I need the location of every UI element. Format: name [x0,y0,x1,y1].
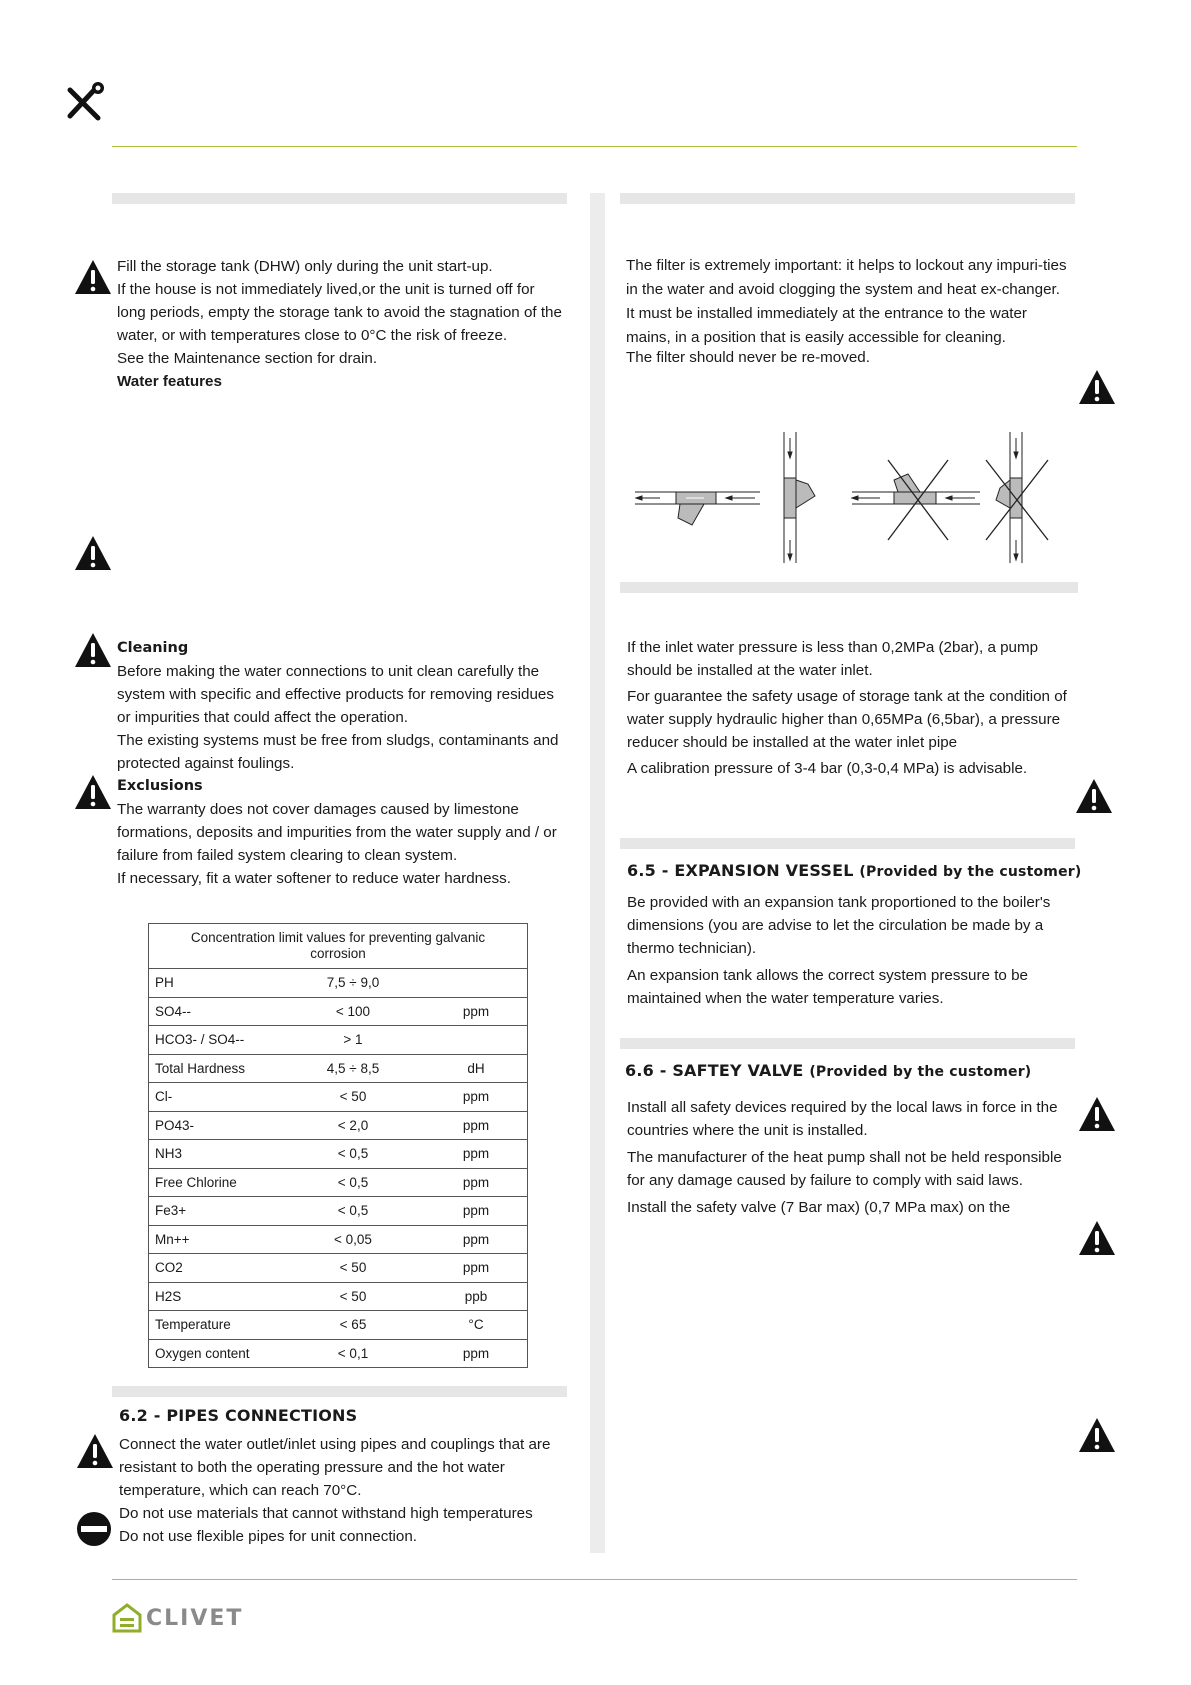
warning-icon [74,774,112,810]
table-cell-value: 7,5 ÷ 9,0 [281,969,425,998]
paragraph: Do not use materials that cannot withstand high temperatures [119,1505,533,1522]
warning-icon [74,535,112,571]
subheading: Water features [117,373,222,390]
paragraph: Install the safety valve (7 Bar max) (0,7 MPa max) on the [627,1199,1011,1216]
table-cell-unit: ppb [425,1282,528,1311]
clivet-logo [112,1603,243,1633]
table-cell-unit: °C [425,1311,528,1340]
table-row [149,997,528,1026]
table-cell-unit: ppm [425,1254,528,1283]
table-cell-param: Oxygen content [149,1339,282,1368]
header-rule [112,146,1077,147]
table-cell-param: CO2 [149,1254,282,1283]
table-cell-value: < 100 [281,997,425,1026]
section-title-text: 6.5 - EXPANSION VESSEL [627,861,854,880]
paragraph: Be provided with an expansion tank proportioned to the boiler's dimensions (you are advise to let the circulation be made by a thermo technician). [627,894,1051,957]
table-cell-unit: ppm [425,997,528,1026]
paragraph: Fill the storage tank (DHW) only during the unit start-up. [117,258,493,275]
paragraph: See the Maintenance section for drain. [117,350,378,367]
section-title-expansion [627,861,1082,880]
paragraph: The warranty does not cover damages caused by limestone formations, deposits and impurities from the water supply and / or failure from failed system clearing to clean system. [117,801,557,864]
pipes-text [119,1433,569,1548]
section-bar [112,193,567,204]
table-cell-value: 4,5 ÷ 8,5 [281,1054,425,1083]
cleaning-text [117,637,567,890]
section-subtitle: (Provided by the customer) [809,1064,1032,1080]
table-row [149,1083,528,1112]
paragraph: If the inlet water pressure is less than 0,2MPa (2bar), a pump should be installed at the water inlet. [627,639,1039,679]
section-title-text: 6.6 - SAFTEY VALVE [625,1061,804,1080]
table-cell-value: < 0,05 [281,1225,425,1254]
table-cell-value: < 0,5 [281,1197,425,1226]
paragraph: The manufacturer of the heat pump shall not be held responsible for any damage caused by failure to comply with said laws. [627,1149,1062,1189]
paragraph: The filter should never be re-moved. [626,349,870,366]
table-cell-param: Total Hardness [149,1054,282,1083]
table-cell-value: < 50 [281,1083,425,1112]
table-row [149,1254,528,1283]
warning-icon [1075,778,1113,814]
table-header: Concentration limit values for preventing galvanic corrosion [149,924,528,969]
section-bar [620,838,1075,849]
table-row [149,969,528,998]
table-cell-unit: ppm [425,1083,528,1112]
table-row [149,1225,528,1254]
corrosion-limits-table [148,923,528,1368]
warning-icon [74,632,112,668]
warning-icon [76,1433,114,1469]
table-cell-unit: ppm [425,1140,528,1169]
paragraph: It must be installed immediately at the entrance to the water mains, in a position that is easily accessible for cleaning. [626,305,1027,346]
table-cell-value: < 50 [281,1254,425,1283]
table-cell-value: < 65 [281,1311,425,1340]
table-cell-param: SO4-- [149,997,282,1026]
warning-icon [1078,1417,1116,1453]
paragraph: Connect the water outlet/inlet using pipes and couplings that are resistant to both the operating pressure and the hot water temperature, which can reach 70°C. [119,1436,551,1499]
table-row [149,1140,528,1169]
table-cell-param: Mn++ [149,1225,282,1254]
logo-text: CLIVET [146,1605,244,1631]
table-row [149,1054,528,1083]
table-cell-param: PO43- [149,1111,282,1140]
table-cell-unit: dH [425,1054,528,1083]
warning-icon [1078,1220,1116,1256]
subheading: Exclusions [117,778,203,794]
warning-icon [1078,1096,1116,1132]
paragraph: Do not use flexible pipes for unit connection. [119,1528,418,1545]
section-bar [620,1038,1075,1049]
table-cell-unit: ppm [425,1339,528,1368]
table-cell-param: Temperature [149,1311,282,1340]
intro-text [117,255,567,393]
table-row [149,1168,528,1197]
table-cell-value: < 0,1 [281,1339,425,1368]
table-row [149,1339,528,1368]
table-row [149,1197,528,1226]
column-divider [590,193,605,1553]
table-cell-unit: ppm [425,1168,528,1197]
table-cell-param: NH3 [149,1140,282,1169]
section-bar [620,582,1078,593]
table-cell-param: HCO3- / SO4-- [149,1026,282,1055]
table-cell-unit [425,969,528,998]
table-row [149,1282,528,1311]
table-cell-unit: ppm [425,1111,528,1140]
table-cell-param: PH [149,969,282,998]
section-title-pipes: 6.2 - PIPES CONNECTIONS [119,1406,358,1425]
subheading: Cleaning [117,640,189,656]
table-cell-param: H2S [149,1282,282,1311]
table-cell-value: < 50 [281,1282,425,1311]
table-cell-unit: ppm [425,1197,528,1226]
filter-text [626,254,1071,370]
paragraph: An expansion tank allows the correct system pressure to be maintained when the water temperature varies. [627,967,1028,1007]
paragraph: The filter is extremely important: it helps to lockout any impuri-ties in the water and avoid clogging the system and heat ex-changer. [626,257,1067,298]
paragraph: If the house is not immediately lived,or the unit is turned off for long periods, empty the storage tank to avoid the stagnation of the water, or with temperatures close to 0°C the risk of freeze. [117,281,562,344]
pressure-text [627,636,1072,780]
filter-installation-diagram [630,430,1055,565]
table-cell-unit [425,1026,528,1055]
table-cell-param: Free Chlorine [149,1168,282,1197]
table-row [149,1311,528,1340]
paragraph: A calibration pressure of 3-4 bar (0,3-0,4 MPa) is advisable. [627,760,1028,777]
table-cell-value: < 0,5 [281,1140,425,1169]
table-row [149,1111,528,1140]
table-cell-value: > 1 [281,1026,425,1055]
expansion-text [627,891,1072,1010]
paragraph: For guarantee the safety usage of storage tank at the condition of water supply hydraulic higher than 0,65MPa (6,5bar), a pressure reducer should be installed at the water inlet pipe [627,688,1067,751]
section-subtitle: (Provided by the customer) [859,864,1082,880]
table-cell-value: < 0,5 [281,1168,425,1197]
tools-icon [62,82,104,124]
logo-mark-icon [112,1603,142,1633]
paragraph: Before making the water connections to unit clean carefully the system with specific and effective products for removing residues or impurities that could affect the operation. [117,663,554,726]
table-cell-unit: ppm [425,1225,528,1254]
section-title-safety [625,1061,1031,1080]
warning-icon [1078,369,1116,405]
table-cell-param: Fe3+ [149,1197,282,1226]
paragraph: Install all safety devices required by the local laws in force in the countries where the unit is installed. [627,1099,1058,1139]
footer-rule [112,1579,1077,1580]
paragraph: The existing systems must be free from sludgs, contaminants and protected against foulings. [117,732,559,772]
warning-icon [74,259,112,295]
section-bar [620,193,1075,204]
paragraph: If necessary, fit a water softener to reduce water hardness. [117,870,511,887]
prohibition-icon [76,1511,112,1547]
table-cell-param: Cl- [149,1083,282,1112]
safety-text [627,1096,1072,1219]
table-cell-value: < 2,0 [281,1111,425,1140]
table-row [149,1026,528,1055]
section-bar [112,1386,567,1397]
